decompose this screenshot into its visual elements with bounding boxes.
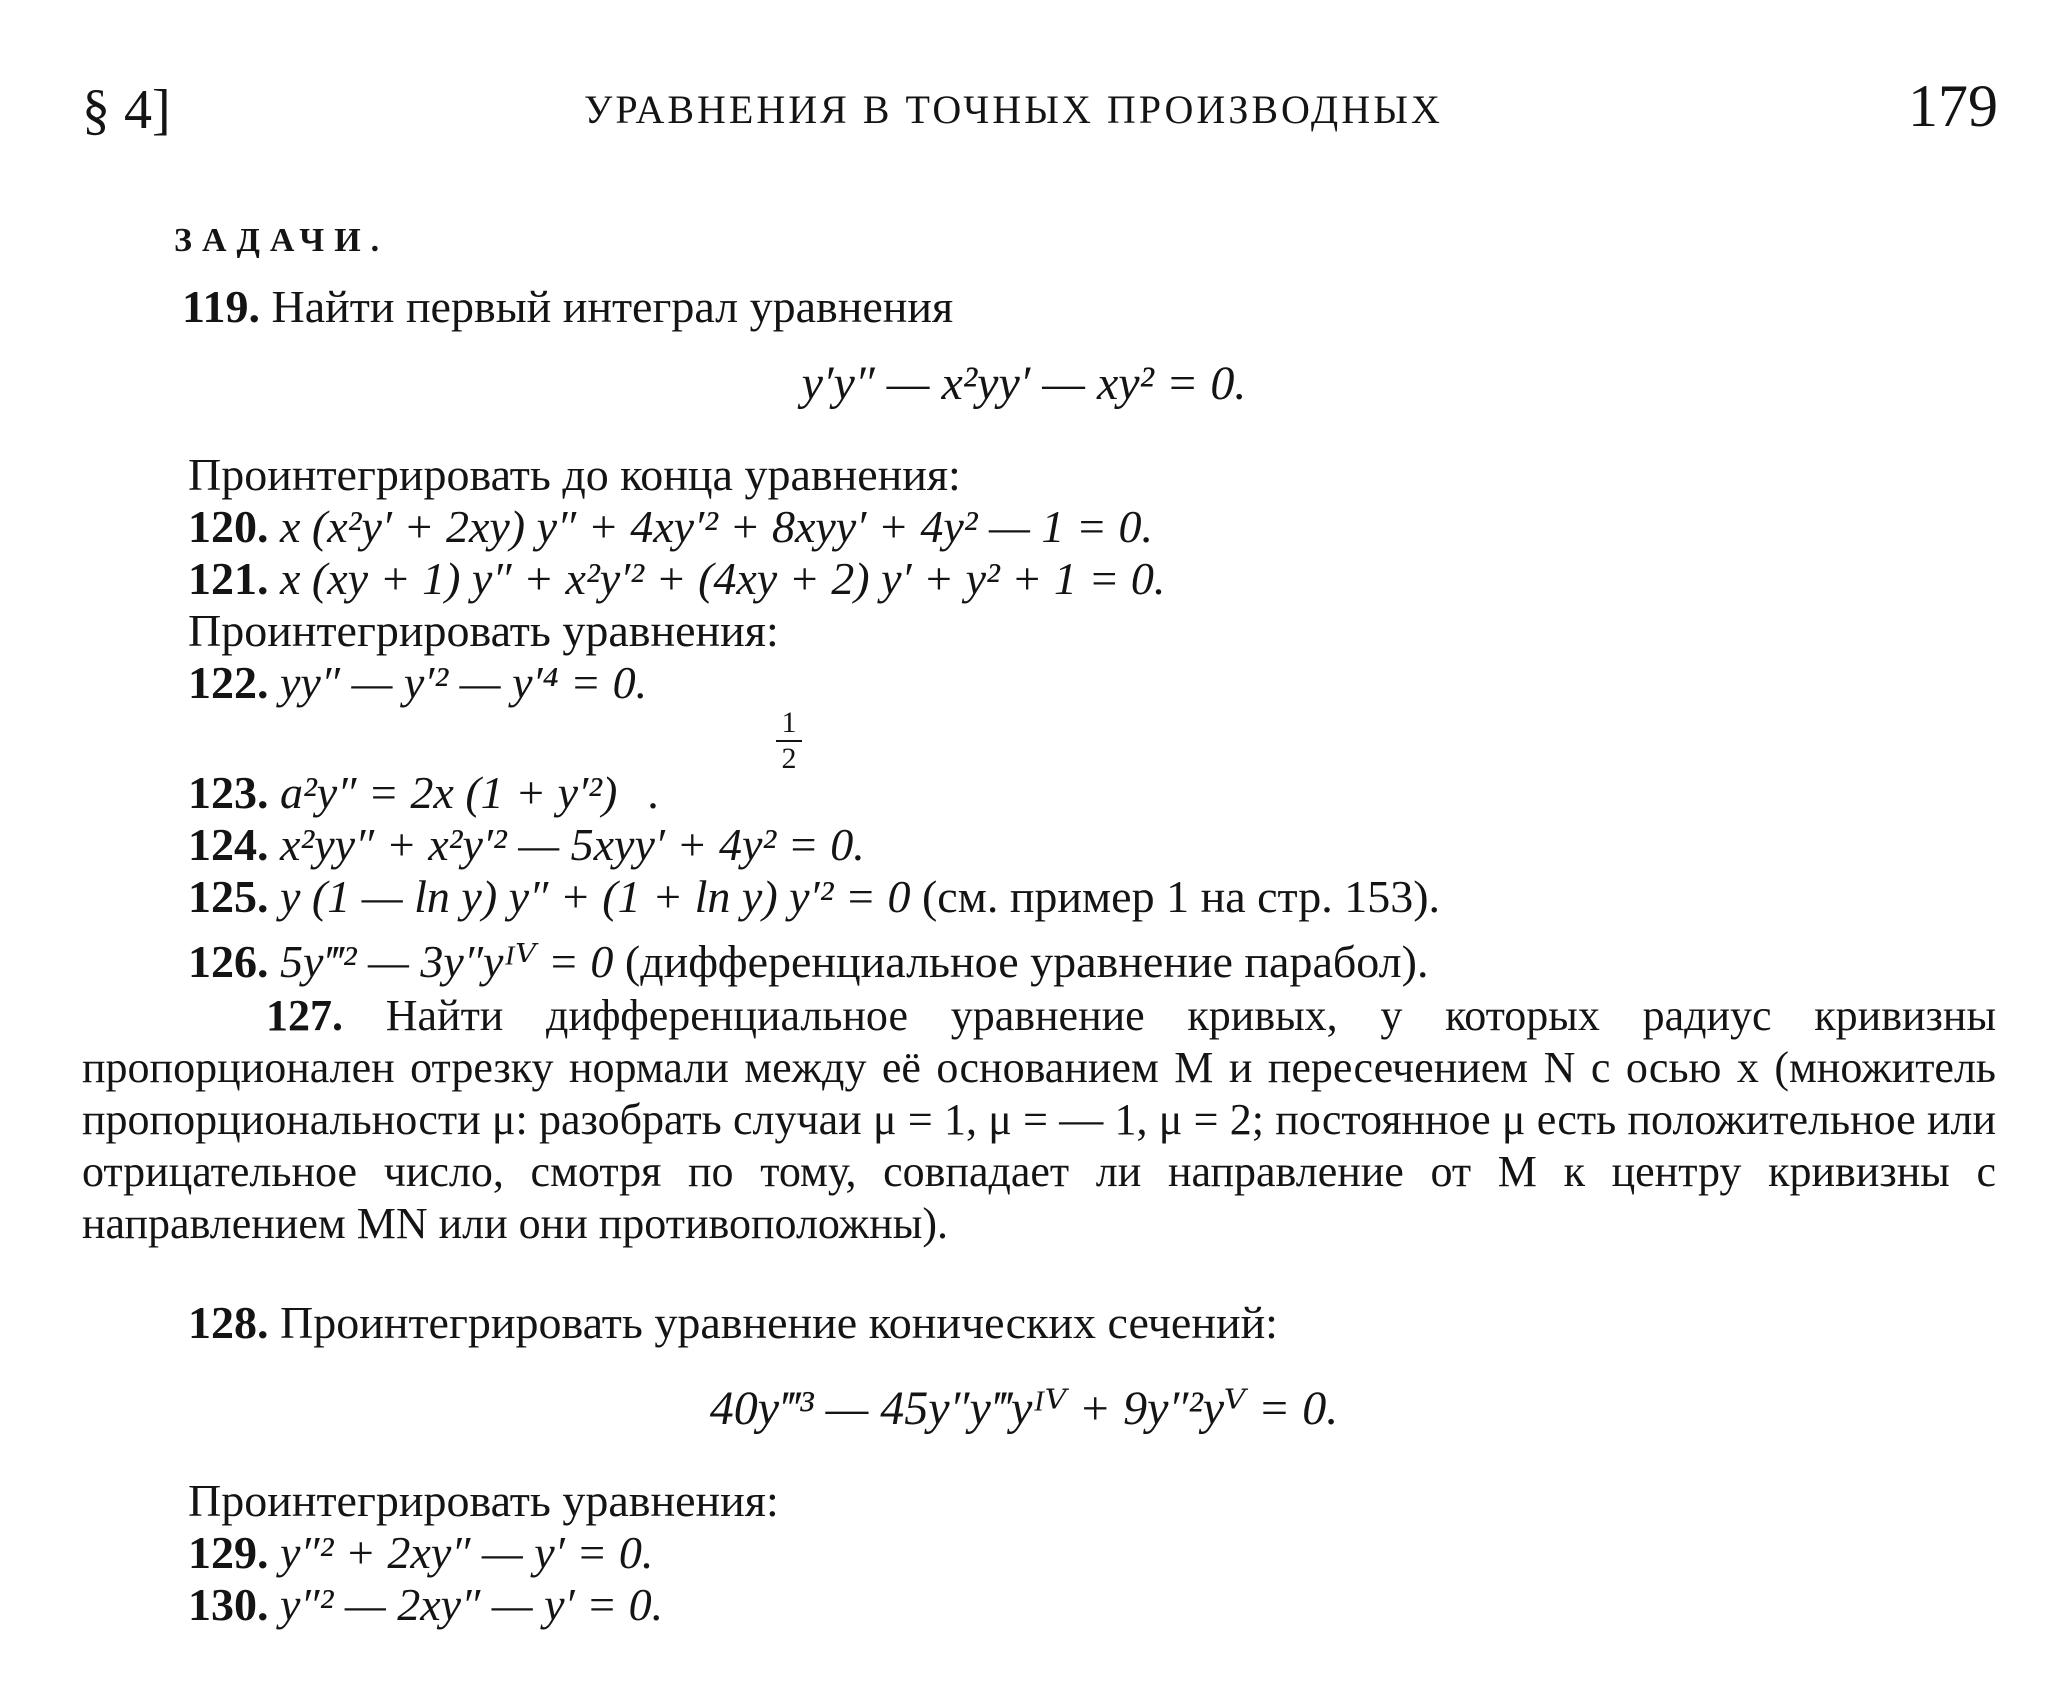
problem-122 [188,656,647,709]
problem-124 [188,818,865,871]
problem-number: 126. [188,936,269,987]
problem-equation: 5y‴² — 3y″yᴵⱽ = 0 [280,936,614,987]
problem-127 [82,990,1996,1250]
problem-125 [188,870,1440,923]
problem-number: 125. [188,871,269,922]
problem-equation: x (x²y′ + 2xy) y″ + 4xy′² + 8xyy′ + 4y² — 1 = 0. [280,501,1153,552]
problem-equation: y″² — 2xy″ — y′ = 0. [280,1579,664,1630]
problem-number: 123. [188,767,269,818]
problem-number: 119. [182,281,260,332]
problem-number: 121. [188,553,269,604]
exponent-denominator: 2 [781,742,797,775]
problem-number: 128. [188,1297,269,1348]
problem-text: Проинтегрировать уравнение конических сечений: [280,1297,1278,1348]
problem-number: 129. [188,1527,269,1578]
problem-120 [188,500,1153,553]
problem-number: 122. [188,657,269,708]
problem-number: 130. [188,1579,269,1630]
equation-119: y′y″ — x²yy′ — xy² = 0. [801,357,1247,410]
page-number: 179 [1908,73,1998,139]
problem-128 [188,1296,1278,1349]
running-title: УРАВНЕНИЯ В ТОЧНЫХ ПРОИЗВОДНЫХ [584,87,1443,132]
problem-equation: y (1 — ln y) y″ + (1 + ln y) y′² = 0 [280,871,911,922]
problem-equation: yy″ — y′² — y′⁴ = 0. [280,657,648,708]
problem-123 [188,766,659,819]
problem-number: 120. [188,501,269,552]
intro-text-1: Проинтегрировать до конца уравнения: [188,449,961,500]
problem-130 [188,1578,663,1631]
section-marker: § 4] [82,79,171,141]
problem-text: Найти дифференциальное уравнение кривых, у которых радиус кривизны пропорционален отрезку нормали между её основанием M и пересечением N с осью x (множитель пропорциональности μ: разобрать случаи μ = 1, μ = — 1, μ = 2; постоянное μ есть положительное или отрицательное число, смотря по тому, совпадает ли направление от M к центру кривизны с направлением MN или они противоположны). [82,991,1997,1248]
problem-126 [188,934,1428,988]
problem-number: 124. [188,819,269,870]
problem-119 [182,280,953,333]
problem-equation: a²y″ = 2x (1 + y′²) [280,767,618,818]
problem-121 [188,552,1165,605]
problem-equation: x (xy + 1) y″ + x²y′² + (4xy + 2) y′ + y² + 1 = 0. [280,553,1166,604]
problem-note: (см. пример 1 на стр. 153). [921,871,1441,922]
intro-text-3: Проинтегрировать уравнения: [188,1475,779,1526]
intro-text-2: Проинтегрировать уравнения: [188,605,779,656]
problem-129 [188,1526,653,1579]
equation-128: 40y‴³ — 45y″y‴yᴵⱽ + 9y″²yⱽ = 0. [709,1382,1339,1435]
problem-equation: y″² + 2xy″ — y′ = 0. [280,1527,654,1578]
problem-text: Найти первый интеграл уравнения [271,281,954,332]
problem-equation: x²yy″ + x²y′² — 5xyy′ + 4y² = 0. [280,819,865,870]
problem-note: (дифференциальное уравнение парабол). [624,936,1429,987]
section-heading: ЗАДАЧИ. [174,222,390,259]
exponent-numerator: 1 [776,706,802,742]
equation-tail: . [647,767,659,818]
problem-number: 127. [266,991,343,1040]
